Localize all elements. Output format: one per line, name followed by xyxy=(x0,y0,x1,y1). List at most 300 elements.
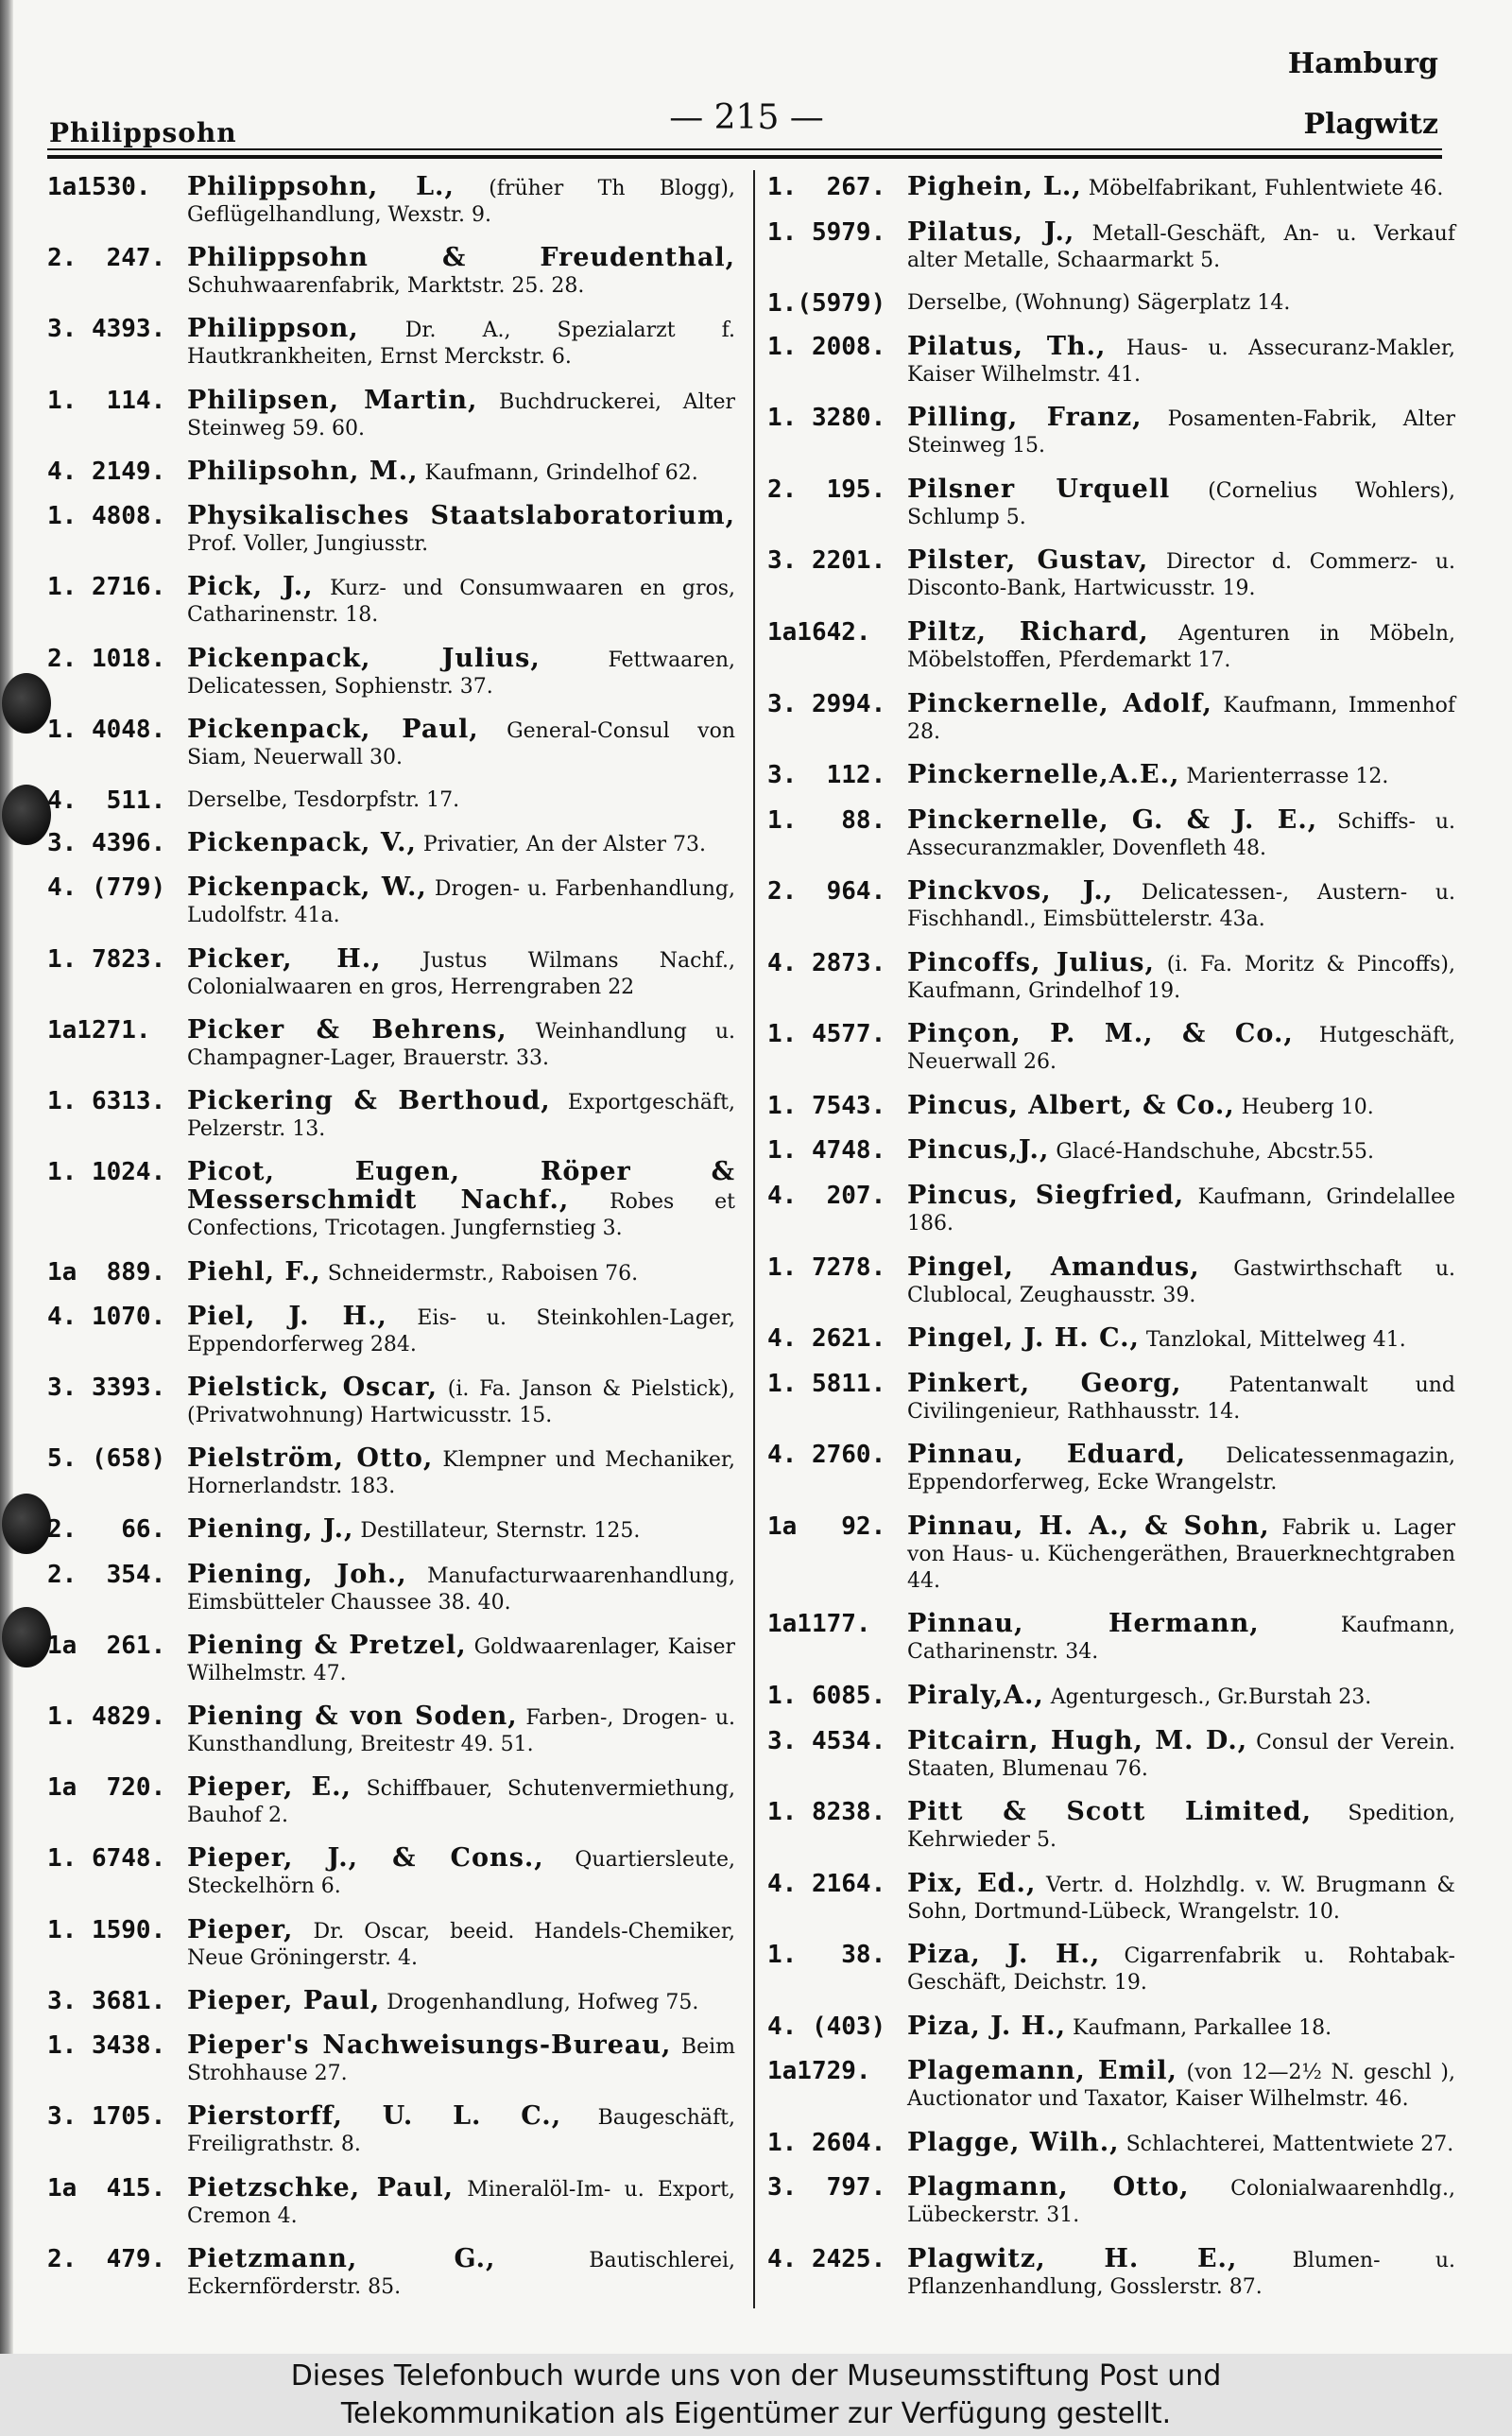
directory-entry xyxy=(767,2246,1455,2301)
running-head-right: Plagwitz xyxy=(1303,108,1438,141)
subscriber-name: Pinkert, Georg, xyxy=(907,1368,1182,1398)
subscriber-details: Baugeschäft, Freiligrathstr. 8. xyxy=(187,2106,735,2157)
directory-entry xyxy=(47,458,735,487)
subscriber-details: Gastwirthschaft u. Clublocal, Zeughausstr. 39. xyxy=(907,1256,1455,1307)
subscriber-name: Pickenpack, Paul, xyxy=(187,714,479,744)
directory-entry xyxy=(767,2058,1455,2113)
phone-number: 2. 1018. xyxy=(47,644,166,673)
subscriber-name: Piltz, Richard, xyxy=(907,616,1149,647)
entry-body xyxy=(187,874,735,929)
entry-body xyxy=(187,574,735,629)
subscriber-details: Director d. Commerz- u. Disconto-Bank, Hartwicusstr. 19. xyxy=(907,550,1455,601)
subscriber-name: Pinnau, Eduard, xyxy=(907,1440,1187,1470)
subscriber-details: Derselbe, (Wohnung) Sägerplatz 14. xyxy=(907,291,1291,316)
subscriber-name: Pitt & Scott Limited, xyxy=(907,1797,1313,1827)
directory-entry xyxy=(767,1513,1455,1595)
entry-body xyxy=(907,547,1455,602)
footer-notice xyxy=(0,2354,1512,2436)
directory-entry xyxy=(767,1090,1455,1121)
subscriber-details: (von 12—2½ N. geschl ), Auctionator und Taxator, Kaiser Wilhelmstr. 46. xyxy=(907,2061,1455,2112)
directory-entry xyxy=(767,1611,1455,1666)
phone-number: 1a1642. xyxy=(767,617,871,647)
subscriber-details: Beim Strohhause 27. xyxy=(187,2035,735,2086)
subscriber-details: Posamenten-Fabrik, Alter Steinweg 15. xyxy=(907,407,1456,458)
entry-body xyxy=(907,1137,1455,1166)
phone-number: 1a1729. xyxy=(767,2057,871,2086)
phone-number: 1. 267. xyxy=(767,173,886,201)
punch-hole xyxy=(2,785,51,845)
subscriber-details: Manufacturwaarenhandlung, Eimsbütteler Chaussee 38. 40. xyxy=(187,1564,735,1615)
directory-entry xyxy=(47,1088,735,1143)
entry-body xyxy=(907,1799,1455,1854)
subscriber-details: Blumen- u. Pflanzenhandlung, Gosslerstr. 87. xyxy=(907,2249,1455,2299)
phone-number: 1a1271. xyxy=(47,1015,151,1045)
phone-number: 3. 4534. xyxy=(767,1726,886,1755)
subscriber-details: Justus Wilmans Nachf., Colonialwaaren en gros, Herrengraben 22 xyxy=(187,948,736,999)
directory-entry xyxy=(47,1703,735,1758)
entry-body xyxy=(907,2174,1455,2229)
directory-entry xyxy=(47,1374,735,1429)
subscriber-details: Heuberg 10. xyxy=(1241,1095,1374,1119)
phone-number: 1. 7823. xyxy=(47,944,166,974)
subscriber-details: Möbelfabrikant, Fuhlentwiete 46. xyxy=(1088,177,1444,200)
phone-number: 3. 4393. xyxy=(47,315,166,344)
phone-number: 1. 4748. xyxy=(767,1136,886,1166)
directory-entry xyxy=(767,1942,1455,1996)
phone-number: 1. 4829. xyxy=(47,1702,166,1732)
directory-entry xyxy=(47,787,735,814)
subscriber-details: Tanzlokal, Mittelweg 41. xyxy=(1145,1328,1406,1353)
entry-body xyxy=(907,476,1455,531)
directory-entry xyxy=(47,1985,735,2016)
entry-body xyxy=(187,1088,735,1143)
entry-body xyxy=(907,331,1456,389)
entry-body xyxy=(907,616,1456,674)
subscriber-name: Piening, Joh., xyxy=(187,1559,407,1589)
phone-number: 3. 3393. xyxy=(47,1373,166,1402)
phone-number: 1. 1590. xyxy=(47,1915,166,1944)
header-rule-thick xyxy=(47,155,1442,159)
directory-entry xyxy=(767,804,1456,862)
left-column xyxy=(47,174,735,2301)
directory-entry xyxy=(47,714,735,771)
subscriber-name: Pinçon, P. M., & Co., xyxy=(907,1019,1294,1049)
entry-body xyxy=(187,1445,735,1500)
subscriber-name: Piening, J., xyxy=(187,1514,354,1545)
subscriber-details: Mineralöl-Im- u. Export, Cremon 4. xyxy=(187,2177,736,2228)
subscriber-name: Philippsohn & Freudenthal, xyxy=(187,243,735,273)
running-head-city: Hamburg xyxy=(1287,47,1438,80)
footer-line-2: Telekommunikation als Eigentümer zur Verfügung gestellt. xyxy=(340,2397,1172,2430)
phone-number: 1. 88. xyxy=(767,805,886,835)
entry-body xyxy=(907,1868,1456,1926)
directory-entry xyxy=(47,1559,735,1616)
phone-number: 2. 195. xyxy=(767,475,886,504)
subscriber-details: Marienterrasse 12. xyxy=(1186,765,1389,789)
directory-entry xyxy=(47,830,735,858)
subscriber-details: Privatier, An der Alster 73. xyxy=(422,833,706,857)
subscriber-name: Piza, J. H., xyxy=(907,2011,1066,2041)
subscriber-name: Pincus, Albert, & Co., xyxy=(907,1090,1235,1120)
subscriber-name: Pingel, J. H. C., xyxy=(907,1323,1140,1354)
directory-entry xyxy=(767,547,1455,602)
phone-number: 1. 4808. xyxy=(47,502,166,531)
subscriber-details: Destillateur, Sternstr. 125. xyxy=(360,1519,641,1544)
subscriber-name: Pieper, E., xyxy=(187,1772,352,1803)
entry-body xyxy=(907,947,1455,1005)
subscriber-details: Cigarrenfabrik u. Rohtabak-Geschäft, Deichstr. 19. xyxy=(907,1944,1455,1995)
directory-entry xyxy=(47,2103,735,2158)
subscriber-name: Philippson, xyxy=(187,314,359,344)
phone-number: 1. 2008. xyxy=(767,332,886,361)
phone-number: 4. 1070. xyxy=(47,1302,166,1331)
subscriber-details: Kaufmann, Catharinenstr. 34. xyxy=(907,1614,1455,1665)
right-column xyxy=(767,174,1455,2301)
entry-body xyxy=(187,174,735,229)
directory-entry xyxy=(767,1368,1455,1425)
entry-body xyxy=(187,1559,735,1616)
phone-number: 4. 2149. xyxy=(47,457,166,486)
subscriber-name: Pielström, Otto, xyxy=(187,1443,434,1474)
subscriber-details: (i. Fa. Janson & Pielstick), (Privatwohnung) Hartwicusstr. 15. xyxy=(187,1376,736,1427)
phone-number: 4. 511. xyxy=(47,786,166,815)
subscriber-details: Fabrik u. Lager von Haus- u. Küchengeräthen, Brauerknechtgraben 44. xyxy=(907,1515,1455,1593)
subscriber-name: Piza, J. H., xyxy=(907,1940,1101,1970)
subscriber-details: Agenturgesch., Gr.Burstah 23. xyxy=(1050,1684,1372,1709)
subscriber-details: Spedition, Kehrwieder 5. xyxy=(907,1802,1455,1853)
subscriber-name: Pinnau, H. A., & Sohn, xyxy=(907,1511,1270,1541)
directory-entry xyxy=(767,1868,1456,1926)
entry-body xyxy=(907,1183,1455,1237)
subscriber-details: Kaufmann, Immenhof 28. xyxy=(907,693,1456,744)
directory-entry xyxy=(47,385,735,442)
directory-entry xyxy=(767,476,1455,531)
subscriber-details: Kaufmann, Grindelallee 186. xyxy=(907,1185,1455,1235)
subscriber-details: Dr. A., Spezialarzt f. Hautkrankheiten, Ernst Merckstr. 6. xyxy=(187,319,735,370)
subscriber-details: Buchdruckerei, Alter Steinweg 59. 60. xyxy=(187,389,735,441)
entry-body xyxy=(907,1942,1455,1996)
subscriber-name: Pinnau, Hermann, xyxy=(907,1609,1260,1639)
phone-number: 1. 5979. xyxy=(767,217,886,247)
directory-entry xyxy=(767,2013,1455,2042)
subscriber-details: Bautischlerei, Eckernförderstr. 85. xyxy=(187,2248,736,2299)
phone-number: 2. 247. xyxy=(47,244,166,273)
subscriber-details: Goldwaarenlager, Kaiser Wilhelmstr. 47. xyxy=(187,1634,735,1685)
directory-entry xyxy=(47,1014,735,1072)
subscriber-details: Delicatessenmagazin, Eppendorferweg, Ecke Wrangelstr. xyxy=(907,1444,1455,1495)
entry-body xyxy=(187,1159,735,1242)
subscriber-details: Hutgeschäft, Neuerwall 26. xyxy=(907,1024,1456,1075)
phone-number: 1. 6085. xyxy=(767,1681,886,1710)
subscriber-details: Schuhwaarenfabrik, Marktstr. 25. 28. xyxy=(187,274,585,299)
entry-body xyxy=(907,1513,1455,1595)
page-number: — 215 — xyxy=(669,98,824,137)
running-head-left: Philippsohn xyxy=(49,117,237,148)
subscriber-name: Pierstorff, U. L. C., xyxy=(187,2101,562,2132)
directory-entry xyxy=(767,290,1455,317)
directory-entry xyxy=(47,1256,735,1287)
phone-number: 3. 4396. xyxy=(47,829,166,858)
entry-body xyxy=(907,1254,1455,1309)
subscriber-name: Pickenpack, Julius, xyxy=(187,643,541,673)
directory-entry xyxy=(767,762,1455,790)
entry-body xyxy=(907,762,1455,790)
subscriber-name: Piehl, F., xyxy=(187,1256,321,1287)
subscriber-name: Piening & von Soden, xyxy=(187,1702,518,1732)
entry-body xyxy=(907,290,1455,317)
subscriber-name: Pincus, Siegfried, xyxy=(907,1181,1185,1210)
phone-number: 4. 207. xyxy=(767,1182,886,1210)
subscriber-name: Pilsner Urquell xyxy=(907,474,1171,504)
phone-number: 1. 114. xyxy=(47,386,166,415)
footer-line-1: Dieses Telefonbuch wurde uns von der Museumsstiftung Post und xyxy=(290,2359,1222,2393)
subscriber-name: Pilling, Franz, xyxy=(907,403,1143,433)
subscriber-name: Pilatus, Th., xyxy=(907,331,1107,361)
directory-entry xyxy=(47,2172,736,2230)
phone-number: 1. 4048. xyxy=(47,715,166,744)
entry-body xyxy=(187,458,735,487)
entry-body xyxy=(907,804,1456,862)
phone-number: 1a 415. xyxy=(47,2173,166,2203)
entry-body xyxy=(907,1611,1455,1666)
page-binding-edge xyxy=(0,0,13,2354)
directory-entry xyxy=(47,2032,735,2087)
directory-entry xyxy=(767,1680,1455,1711)
entry-body xyxy=(187,1774,735,1829)
header-rule xyxy=(47,148,1442,150)
entry-body xyxy=(187,787,735,814)
directory-entry xyxy=(767,1325,1455,1354)
phone-number: 3. 3681. xyxy=(47,1986,166,2015)
entry-body xyxy=(187,2103,735,2158)
subscriber-details: Dr. Oscar, beeid. Handels-Chemiker, Neue Gröningerstr. 4. xyxy=(187,1919,736,1970)
directory-entry xyxy=(767,1725,1455,1783)
directory-entry xyxy=(767,947,1455,1005)
subscriber-name: Philipsohn, M., xyxy=(187,456,419,486)
subscriber-name: Physikalisches Staatslaboratorium, xyxy=(187,501,735,531)
subscriber-name: Pielstick, Oscar, xyxy=(187,1372,438,1402)
entry-body xyxy=(187,1374,735,1429)
directory-entry xyxy=(47,1159,735,1242)
subscriber-name: Pieper's Nachweisungs-Bureau, xyxy=(187,2030,672,2061)
subscriber-details: Farben-, Drogen- u. Kunsthandlung, Breitestr 49. 51. xyxy=(187,1706,736,1757)
subscriber-name: Philipsen, Martin, xyxy=(187,385,478,415)
phone-number: 1. 38. xyxy=(767,1941,886,1970)
subscriber-name: Pix, Ed., xyxy=(907,1868,1037,1898)
subscriber-details: Klempner und Mechaniker, Hornerlandstr. 183. xyxy=(187,1448,735,1499)
directory-entry xyxy=(767,1137,1455,1166)
phone-number: 3. 112. xyxy=(767,761,886,790)
directory-entry xyxy=(767,616,1456,674)
subscriber-details: (i. Fa. Moritz & Pincoffs), Kaufmann, Grindelhof 19. xyxy=(907,952,1455,1003)
entry-body xyxy=(907,1368,1455,1425)
subscriber-details: Drogen- u. Farbenhandlung, Ludolfstr. 41a. xyxy=(187,877,735,928)
entry-body xyxy=(907,1442,1455,1496)
subscriber-details: Schiffs- u. Assecuranzmakler, Dovenfleth 48. xyxy=(907,809,1456,860)
directory-entry xyxy=(47,503,735,558)
subscriber-details: Kaufmann, Parkallee 18. xyxy=(1072,2015,1332,2040)
directory-entry xyxy=(767,216,1455,274)
directory-entry xyxy=(767,1183,1455,1237)
directory-entry xyxy=(767,1442,1455,1496)
punch-hole xyxy=(2,1494,51,1554)
subscriber-details: Derselbe, Tesdorpfstr. 17. xyxy=(187,787,460,812)
subscriber-details: Delicatessen-, Austern- u. Fischhandl., Eimsbüttelerstr. 43a. xyxy=(907,881,1456,932)
phone-number: 1. 3280. xyxy=(767,404,886,433)
entry-body xyxy=(907,878,1455,933)
directory-entry xyxy=(767,1021,1455,1076)
subscriber-name: Pingel, Amandus, xyxy=(907,1252,1200,1282)
entry-body xyxy=(187,643,735,700)
phone-number: 1a1177. xyxy=(767,1610,871,1639)
phone-number: 4. 2425. xyxy=(767,2245,886,2273)
subscriber-name: Pilster, Gustav, xyxy=(907,545,1149,576)
phone-number: 2. 66. xyxy=(47,1515,166,1545)
entry-body xyxy=(187,1014,735,1072)
entry-body xyxy=(907,1090,1455,1121)
directory-entry xyxy=(47,943,736,1001)
entry-body xyxy=(187,1985,735,2016)
punch-hole xyxy=(2,673,51,734)
entry-body xyxy=(907,2058,1455,2113)
phone-number: 1. 3438. xyxy=(47,2031,166,2061)
entry-body xyxy=(187,245,735,300)
phone-number: 1a 720. xyxy=(47,1773,166,1803)
phone-number: 1.(5979) xyxy=(767,289,886,319)
subscriber-details: Patentanwalt und Civilingenieur, Rathhausstr. 14. xyxy=(907,1373,1455,1424)
entry-body xyxy=(187,2243,736,2301)
entry-body xyxy=(907,2246,1455,2301)
subscriber-name: Picker, H., xyxy=(187,943,382,974)
phone-number: 1. 2604. xyxy=(767,2128,886,2157)
directory-entry xyxy=(767,331,1456,389)
subscriber-name: Plagemann, Emil, xyxy=(907,2056,1177,2086)
subscriber-name: Pinckernelle, Adolf, xyxy=(907,688,1212,718)
phone-number: 1. 7543. xyxy=(767,1091,886,1120)
phone-number: 2. 354. xyxy=(47,1560,166,1589)
subscriber-details: Quartiersleute, Steckelhörn 6. xyxy=(187,1848,736,1899)
directory-entry xyxy=(767,1254,1455,1309)
subscriber-details: Fettwaaren, Delicatessen, Sophienstr. 37. xyxy=(187,648,735,699)
subscriber-details: Glacé-Handschuhe, Abcstr.55. xyxy=(1056,1140,1375,1165)
phone-number: 1. 6313. xyxy=(47,1087,166,1116)
subscriber-name: Pincus,J., xyxy=(907,1135,1050,1166)
entry-body xyxy=(907,688,1456,746)
subscriber-name: Pietzmann, G., xyxy=(187,2243,496,2273)
subscriber-details: Schlachterei, Mattentwiete 27. xyxy=(1125,2132,1454,2156)
phone-number: 1a 889. xyxy=(47,1257,166,1287)
entry-body xyxy=(187,385,735,442)
subscriber-details: Schiffbauer, Schutenvermiethung, Bauhof 2. xyxy=(187,1777,735,1828)
subscriber-details: General-Consul von Siam, Neuerwall 30. xyxy=(187,718,735,769)
punch-hole xyxy=(2,1607,51,1667)
directory-entry xyxy=(47,1630,735,1687)
phone-number: 1. 2716. xyxy=(47,573,166,602)
entry-body xyxy=(187,943,736,1001)
entry-body xyxy=(187,714,735,771)
entry-body xyxy=(907,2013,1455,2042)
directory-entry xyxy=(47,1774,735,1829)
subscriber-name: Pilatus, J., xyxy=(907,216,1075,247)
entry-body xyxy=(187,1516,735,1545)
subscriber-details: Vertr. d. Holzhdlg. v. W. Brugmann & Sohn, Dortmund-Lübeck, Wrangelstr. 10. xyxy=(907,1873,1456,1924)
phone-number: 1a1530. xyxy=(47,173,151,201)
column-divider xyxy=(753,170,755,2308)
directory-entry xyxy=(47,643,735,700)
subscriber-details: Kaufmann, Grindelhof 62. xyxy=(424,460,698,485)
subscriber-details: Prof. Voller, Jungiusstr. xyxy=(187,532,429,557)
directory-entry xyxy=(47,1516,735,1545)
subscriber-name: Pickenpack, V., xyxy=(187,828,417,858)
subscriber-details: Metall-Geschäft, An- u. Verkauf alter Metalle, Schaarmarkt 5. xyxy=(907,221,1455,272)
entry-body xyxy=(907,1680,1455,1711)
subscriber-details: Exportgeschäft, Pelzerstr. 13. xyxy=(187,1091,735,1142)
phone-number: 3. 1705. xyxy=(47,2102,166,2132)
subscriber-name: Pickering & Berthoud, xyxy=(187,1086,551,1116)
directory-entry xyxy=(47,245,735,300)
phone-number: 4. 2760. xyxy=(767,1441,886,1470)
entry-body xyxy=(187,1703,735,1758)
subscriber-details: (früher Th Blogg), Geflügelhandlung, Wexstr. 9. xyxy=(187,177,736,227)
subscriber-details: Weinhandlung u. Champagner-Lager, Brauerstr. 33. xyxy=(187,1019,735,1070)
subscriber-name: Piraly,A., xyxy=(907,1680,1044,1710)
phone-number: 5. (658) xyxy=(47,1444,166,1474)
entry-body xyxy=(187,1301,735,1358)
phone-number: 3. 2201. xyxy=(767,546,886,576)
entry-body xyxy=(187,503,735,558)
subscriber-name: Pickenpack, W., xyxy=(187,872,427,903)
entry-body xyxy=(907,2127,1455,2158)
subscriber-name: Pieper, xyxy=(187,1914,294,1944)
phone-number: 4. 2873. xyxy=(767,948,886,977)
subscriber-details: Eis- u. Steinkohlen-Lager, Eppendorferweg 284. xyxy=(187,1305,735,1356)
entry-body xyxy=(187,316,735,371)
directory-entry xyxy=(767,878,1455,933)
directory-entry xyxy=(47,2243,736,2301)
subscriber-name: Pieper, J., & Cons., xyxy=(187,1843,544,1874)
subscriber-name: Pinckernelle,A.E., xyxy=(907,760,1180,790)
subscriber-name: Pietzschke, Paul, xyxy=(187,2172,455,2203)
subscriber-name: Pitcairn, Hugh, M. D., xyxy=(907,1725,1248,1755)
subscriber-name: Plagmann, Otto, xyxy=(907,2172,1190,2203)
subscriber-details: Haus- u. Assecuranz-Makler, Kaiser Wilhelmstr. 41. xyxy=(907,336,1456,387)
subscriber-details: Drogenhandlung, Hofweg 75. xyxy=(387,1990,699,2014)
subscriber-details: Schneidermstr., Raboisen 76. xyxy=(327,1261,639,1286)
entry-body xyxy=(907,1725,1455,1783)
phone-number: 1a 92. xyxy=(767,1512,886,1541)
entry-body xyxy=(907,405,1455,459)
subscriber-name: Pinckvos, J., xyxy=(907,876,1114,907)
entry-body xyxy=(907,174,1455,202)
entry-body xyxy=(907,216,1455,274)
subscriber-name: Piening & Pretzel, xyxy=(187,1630,467,1660)
entry-body xyxy=(187,830,735,858)
directory-entry xyxy=(47,874,735,929)
directory-entry xyxy=(47,174,735,229)
subscriber-name: Pick, J., xyxy=(187,572,314,602)
subscriber-name: Picot, Eugen, Röper & Messerschmidt Nachf., xyxy=(187,1157,735,1216)
directory-entry xyxy=(47,1914,736,1972)
subscriber-details: (Cornelius Wohlers), Schlump 5. xyxy=(907,478,1455,529)
phone-number: 2. 479. xyxy=(47,2244,166,2273)
subscriber-name: Philippsohn, L., xyxy=(187,172,455,201)
phone-number: 1. 7278. xyxy=(767,1253,886,1282)
phone-number: 1. 5811. xyxy=(767,1369,886,1398)
phone-number: 1. 1024. xyxy=(47,1158,166,1187)
subscriber-details: Robes et Confections, Tricotagen. Jungfernstieg 3. xyxy=(187,1190,736,1241)
directory-entry xyxy=(767,2174,1455,2229)
directory-entry xyxy=(767,174,1455,202)
